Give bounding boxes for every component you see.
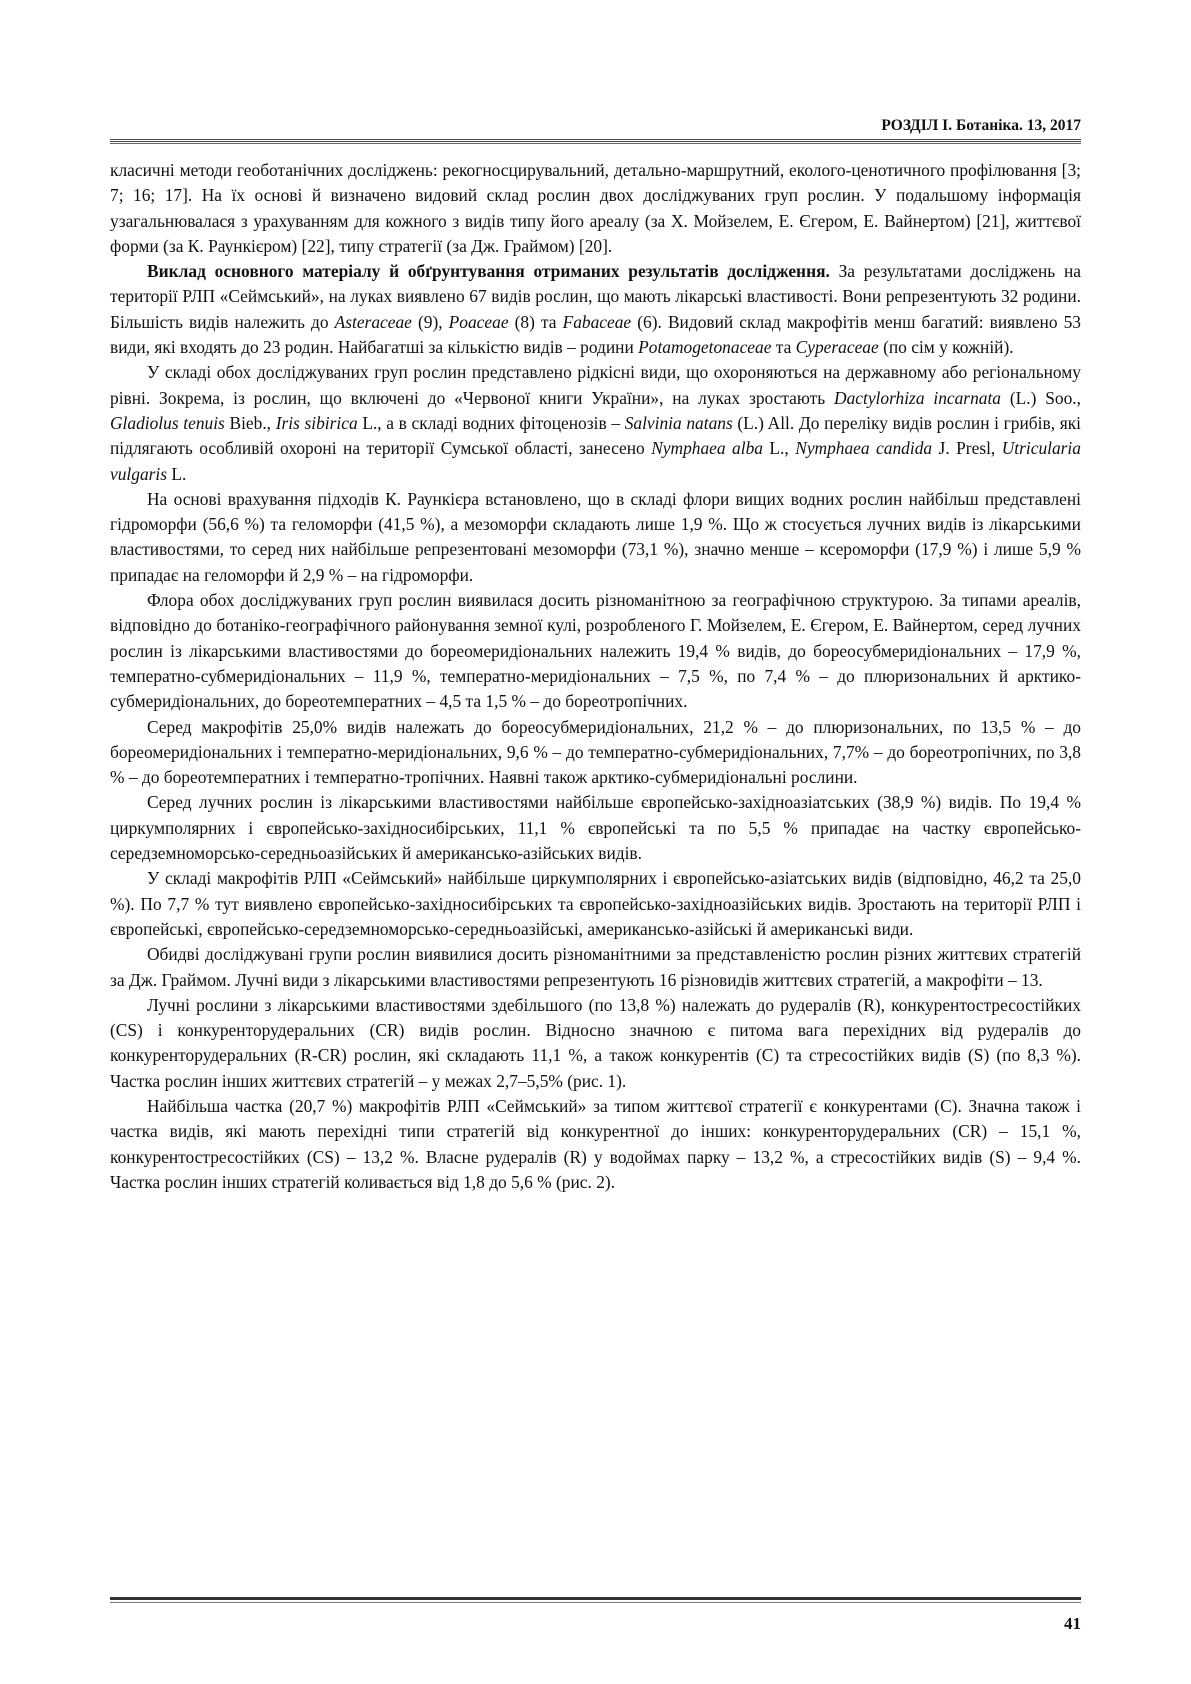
paragraph-text: (L.) All. До переліку видів рослин і грибів, які підлягають особливій охороні на території Сумської області, занесено — [110, 412, 1081, 459]
paragraph-text: J. Presl, — [932, 438, 1002, 459]
section-heading-inline: Виклад основного матеріалу й обґрунтування отриманих результатів дослідження. — [147, 261, 830, 282]
paragraph-text: Серед лучних рослин із лікарськими властивостями найбільше європейсько-західноазіатських (38,9 %) видів. По 19,4 % циркумполярних і європейсько-західносибірських, 11,1 % європейські та по 5,5 % припадає на частку європейсько-середземноморсько-середньоазійських й американсько-азійських видів. — [110, 792, 1081, 864]
body-paragraph — [110, 259, 1081, 360]
paragraph-text: На основі врахування підходів К. Раункієра встановлено, що в складі флори вищих водних рослин найбільш представлені гідроморфи (56,6 %) та геломорфи (41,5 %), а мезоморфи складають лише 1,9 %. Що ж стосується лучних видів із лікарськими властивостями, то серед них найбільше репрезентовані мезоморфи (73,1 %), значно менше – ксероморфи (17,9 %) і лише 5,9 % припадає на геломорфи й 2,9 % – на гідроморфи. — [110, 488, 1081, 585]
paragraph-text: Серед макрофітів 25,0% видів належать до бореосубмеридіональних, 21,2 % – до плюризональних, по 13,5 % – до бореомеридіональних і температно-меридіональних, 9,6 % – до температно-субмеридіональних, 7,7% – до бореотропічних, по 3,8 % – до бореотемператних і температно-тропічних. Наявні також арктико-субмеридіональні рослини. — [110, 716, 1081, 788]
taxon-name: Dactylorhiza incarnata — [834, 387, 1001, 408]
body-paragraph — [110, 588, 1081, 714]
paragraph-text: За результатами досліджень на території РЛП «Сеймський», на луках виявлено 67 видів рослин, що мають лікарські властивості. Вони репрезентують 32 родини. Більшість видів належить до — [110, 261, 1081, 332]
body-paragraph — [110, 158, 1081, 259]
paragraph-text: Найбільша частка (20,7 %) макрофітів РЛП «Сеймський» за типом життєвої стратегії є конкурентами (С). Значна також і частка видів, які мають перехідні типи стратегій від конкурентної до інших: конкуренторудеральних (CR) – 15,1 %, конкурентостресостійких (CS) – 13,2 %. Власне рудералів (R) у водоймах парку – 13,2 %, а стресостійких видів (S) – 9,4 %. Частка рослин інших стратегій коливається від 1,8 до 5,6 % (рис. 2). — [110, 1095, 1081, 1192]
running-header — [110, 110, 1081, 142]
taxon-name: Cyperaceae — [795, 337, 879, 358]
paragraph-text: класичні методи геоботанічних досліджень: рекогносцирувальний, детально-маршрутний, еколого-ценотичного профілювання [3; 7; 16; 17]. На їх основі й визначено видовий склад рослин двох досліджуваних груп рослин. У подальшому інформація узагальнювалася з урахуванням для кожного з видів типу його ареалу (за Х. Мойзелем, Е. Єгером, Е. Вайнертом) [21], життєвої форми (за К. Раункієром) [22], типу стратегії (за Дж. Граймом) [20]. — [110, 160, 1081, 256]
body-paragraph — [110, 942, 1081, 993]
body-paragraph — [110, 993, 1081, 1094]
body-paragraph — [110, 1094, 1081, 1195]
paragraph-text: (8) та — [508, 311, 563, 332]
taxon-name: Potamogetonaceae — [638, 337, 772, 358]
paragraph-text: та — [771, 337, 796, 358]
paragraph-text: Лучні рослини з лікарськими властивостями здебільшого (по 13,8 %) належать до рудералів (R), конкурентостресостійких (CS) і конкуренторудеральних (CR) видів рослин. Відносно значною є питома вага перехідних від рудералів до конкуренторудеральних (R-CR) рослин, які складають 11,1 %, а також конкурентів (С) та стресостійких видів (S) (по 8,3 %). Частка рослин інших життєвих стратегій – у межах 2,7–5,5% (рис. 1). — [110, 994, 1081, 1091]
paragraph-text: Флора обох досліджуваних груп рослин виявилася досить різноманітною за географічною структурою. За типами ареалів, відповідно до ботаніко-географічного районування земної кулі, розробленого Г. Мойзелем, Е. Єгером, Е. Вайнертом, серед лучних рослин із лікарськими властивостями до бореомеридіональних належить 19,4 % видів, до бореосубмеридіональних – 17,9 %, температно-субмеридіональних – 11,9 %, температно-меридіональних – 7,5 %, по 7,4 % – до плюризональних й арктико-субмеридіональних, до бореотемператних – 4,5 та 1,5 % – до бореотропічних. — [110, 590, 1081, 712]
taxon-name: Poaceae — [448, 311, 509, 332]
running-title: РОЗДІЛ І. Ботаніка. 13, 2017 — [881, 117, 1081, 134]
paragraph-text: Обидві досліджувані групи рослин виявилися досить різноманітними за представленістю рослин різних життєвих стратегій за Дж. Граймом. Лучні види з лікарськими властивостями репрезентують 16 різновидів життєвих стратегій, а макрофіти – 13. — [110, 944, 1081, 990]
taxon-name: Iris sibirica — [275, 412, 358, 433]
body-paragraph — [110, 715, 1081, 791]
paragraph-text: (6). Видовий склад макрофітів менш багатий: виявлено 53 види, які входять до 23 родин. Найбагатші за кількістю видів – родини — [110, 311, 1082, 358]
paragraph-text: (L.) Soo., — [1001, 387, 1081, 408]
taxon-name: Asteraceae — [334, 311, 412, 332]
taxon-name: Utricularia vulgaris — [110, 438, 1081, 484]
taxon-name: Nymphaea candida — [795, 438, 933, 459]
footer-divider — [110, 1597, 1081, 1600]
page-number: 41 — [1064, 1614, 1081, 1633]
paragraph-text: L., а в складі водних фітоценозів – — [357, 412, 625, 433]
paragraph-text: L. — [167, 463, 187, 484]
article-body — [110, 158, 1081, 1195]
taxon-name: Nymphaea alba — [651, 438, 763, 459]
paragraph-text: Bieb., — [224, 412, 276, 433]
body-paragraph — [110, 487, 1081, 588]
paragraph-text: У складі макрофітів РЛП «Сеймський» найбільше циркумполярних і європейсько-азіатських видів (відповідно, 46,2 та 25,0 %). По 7,7 % тут виявлено європейсько-західносибірських та європейсько-західноазійських видів. Зростають на території РЛП і європейські, європейсько-середземноморсько-середньоазійські, американсько-азійські й американські види. — [110, 868, 1081, 939]
paragraph-text: У складі обох досліджуваних груп рослин представлено рідкісні види, що охороняються на державному або регіональному рівні. Зокрема, із рослин, що включені до «Червоної книги України», на луках зростають — [110, 362, 1081, 408]
taxon-name: Fabaceae — [562, 311, 632, 332]
body-paragraph — [110, 360, 1081, 486]
paragraph-text: (9), — [411, 311, 449, 332]
paragraph-text: L., — [762, 438, 796, 459]
paragraph-text: (по сім у кожній). — [878, 337, 1014, 358]
taxon-name: Salvinia natans — [624, 412, 733, 433]
body-paragraph — [110, 866, 1081, 942]
body-paragraph — [110, 790, 1081, 866]
taxon-name: Gladiolus tenuis — [110, 412, 225, 433]
